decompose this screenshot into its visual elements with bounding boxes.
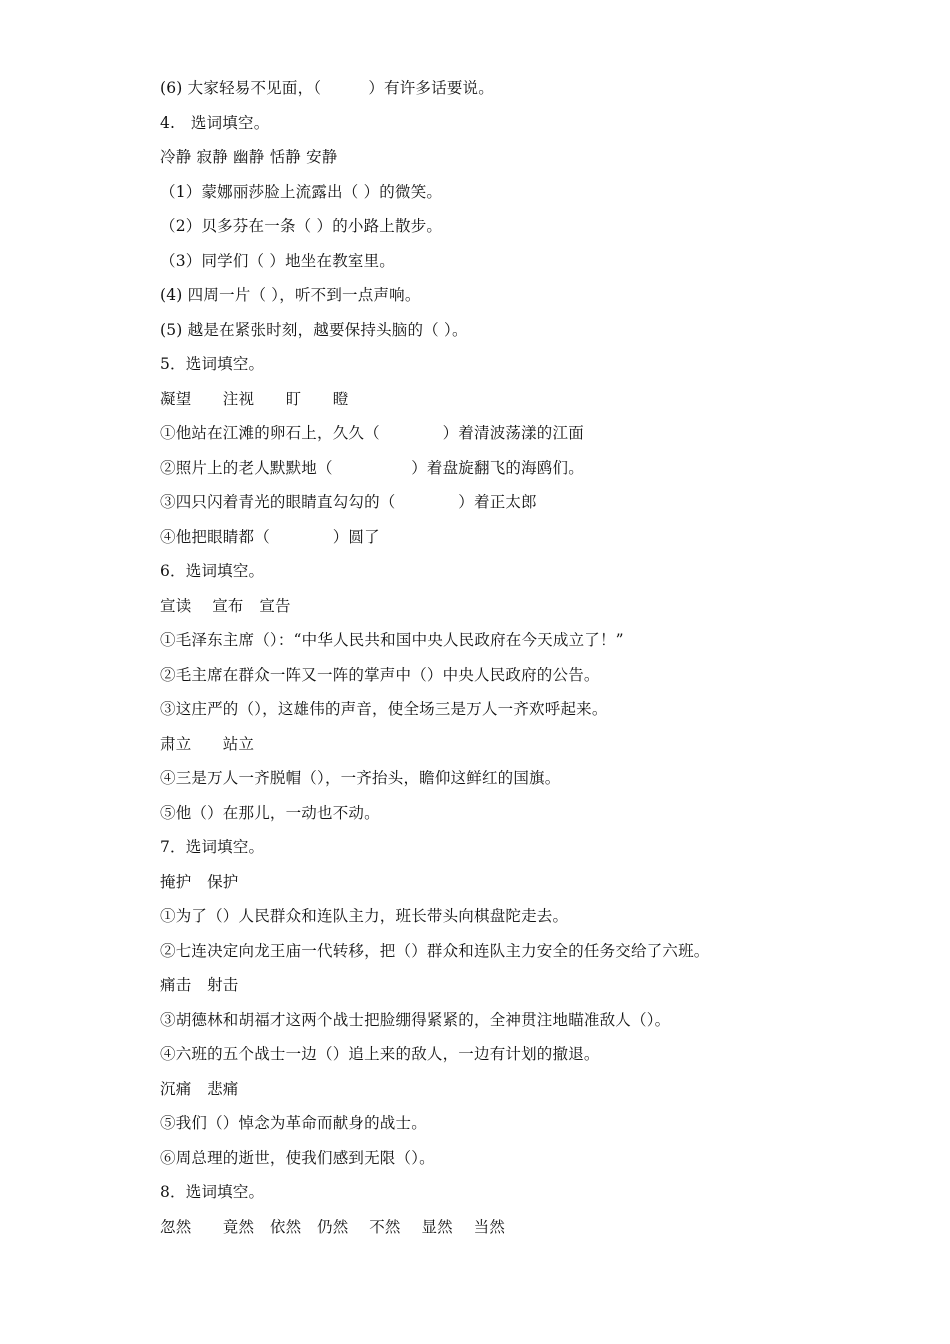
section-4-word-bank: 冷静 寂静 幽静 恬静 安静 bbox=[160, 148, 338, 166]
section-6-heading: 6．选词填空。 bbox=[160, 562, 265, 580]
section-8-word-bank: 忽然 竟然 依然 仍然 不然 显然 当然 bbox=[160, 1217, 506, 1236]
section-4-item-5: (5) 越是在紧张时刻，越要保持头脑的（ ）。 bbox=[160, 320, 468, 339]
section-8-heading: 8．选词填空。 bbox=[160, 1183, 265, 1201]
section-4-item-3: （3）同学们（ ）地坐在教室里。 bbox=[160, 251, 395, 270]
section-5-item-1: ①他站在江滩的卵石上，久久（ ）着清波荡漾的江面 bbox=[160, 424, 584, 442]
section-6-item-1: ①毛泽东主席（）：“中华人民共和国中央人民政府在今天成立了！” bbox=[160, 631, 624, 649]
section-5-heading: 5．选词填空。 bbox=[160, 355, 265, 373]
worksheet-page bbox=[160, 75, 920, 1248]
section-7-item-1: ①为了（）人民群众和连队主力，班长带头向棋盘陀走去。 bbox=[160, 907, 569, 925]
section-6-word-bank-2: 肃立 站立 bbox=[160, 734, 255, 753]
section-5-item-3: ③四只闪着青光的眼睛直勾勾的（ ）着正太郎 bbox=[160, 493, 537, 511]
section-6-item-3: ③这庄严的（），这雄伟的声音，使全场三是万人一齐欢呼起来。 bbox=[160, 700, 608, 718]
section-7-heading: 7．选词填空。 bbox=[160, 838, 265, 856]
section-7-item-6: ⑥周总理的逝世，使我们感到无限（）。 bbox=[160, 1148, 435, 1167]
section-7-item-4: ④六班的五个战士一边（）追上来的敌人，一边有计划的撤退。 bbox=[160, 1045, 600, 1063]
section-6-item-2: ②毛主席在群众一阵又一阵的掌声中（）中央人民政府的公告。 bbox=[160, 665, 600, 684]
section-6-item-4: ④三是万人一齐脱帽（），一齐抬头，瞻仰这鲜红的国旗。 bbox=[160, 769, 561, 787]
section-5-item-4: ④他把眼睛都（ ）圆了 bbox=[160, 527, 380, 546]
section-7-word-bank-1: 掩护 保护 bbox=[160, 872, 239, 891]
section-7-item-5: ⑤我们（）悼念为革命而献身的战士。 bbox=[160, 1114, 427, 1132]
section-4-heading: 4. 选词填空。 bbox=[160, 113, 270, 132]
section-4-item-4: (4) 四周一片（ ），听不到一点声响。 bbox=[160, 286, 421, 304]
section-7-word-bank-2: 痛击 射击 bbox=[160, 976, 239, 994]
question-6-item-6: (6) 大家轻易不见面，（ ）有许多话要说。 bbox=[160, 79, 494, 97]
section-6-word-bank-1: 宣读 宣布 宣告 bbox=[160, 596, 291, 615]
section-4-item-1: （1）蒙娜丽莎脸上流露出（ ）的微笑。 bbox=[160, 182, 443, 201]
section-5-item-2: ②照片上的老人默默地（ ）着盘旋翻飞的海鸥们。 bbox=[160, 458, 584, 477]
section-6-item-5: ⑤他（）在那儿，一动也不动。 bbox=[160, 803, 380, 822]
section-7-item-2: ②七连决定向龙王庙一代转移，把（）群众和连队主力安全的任务交给了六班。 bbox=[160, 941, 710, 960]
section-5-word-bank: 凝望 注视 盯 瞪 bbox=[160, 389, 349, 408]
section-7-item-3: ③胡德林和胡福才这两个战士把脸绷得紧紧的，全神贯注地瞄准敌人（）。 bbox=[160, 1010, 671, 1029]
section-4-item-2: （2）贝多芬在一条（ ）的小路上散步。 bbox=[160, 217, 443, 235]
section-7-word-bank-3: 沉痛 悲痛 bbox=[160, 1079, 239, 1098]
